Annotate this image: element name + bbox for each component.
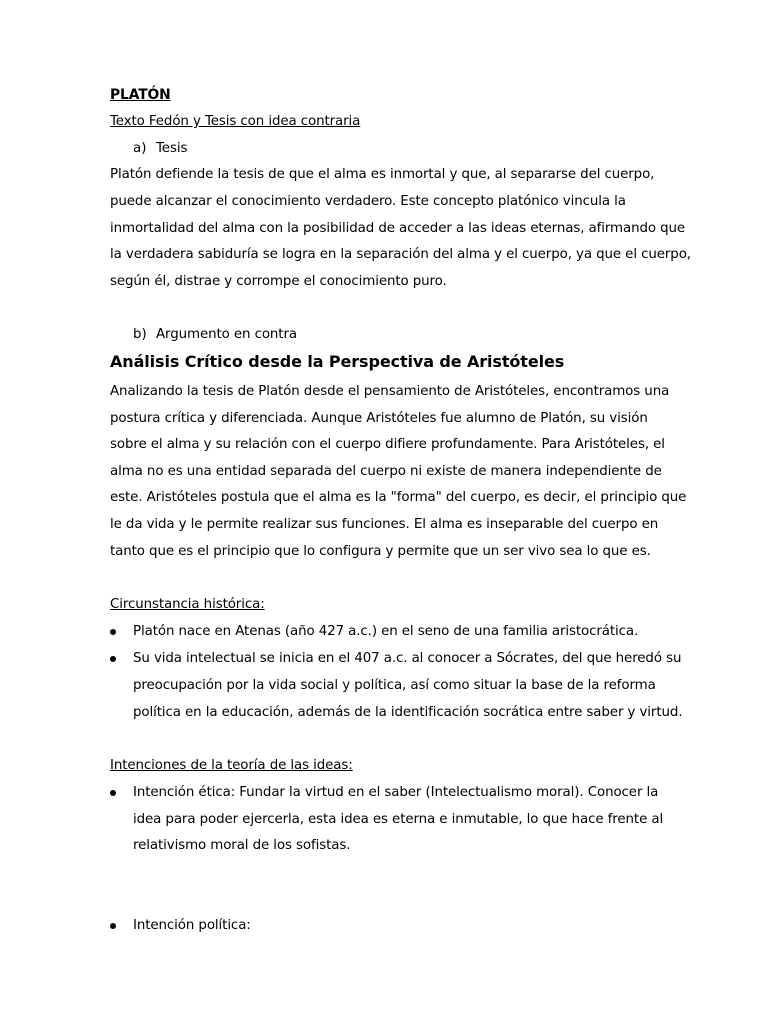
intentions-heading: Intenciones de la teoría de las ideas:	[110, 758, 353, 773]
list-item-continuation: idea para poder ejercerla, esta idea es eterna e inmutable, lo que hace frente al	[133, 812, 664, 827]
section-b-label: Argumento en contra	[156, 327, 297, 342]
bullet-icon	[110, 790, 116, 796]
list-marker-a: a)	[133, 141, 147, 156]
list-item-continuation: preocupación por la vida social y política, así como situar la base de la reforma	[133, 678, 656, 693]
paragraph-line: le da vida y le permite realizar sus funciones. El alma es inseparable del cuerpo en	[110, 517, 659, 532]
paragraph-line: tanto que es el principio que lo configura y permite que un ser vivo sea lo que es.	[110, 544, 651, 559]
paragraph-line: según él, distrae y corrompe el conocimiento puro.	[110, 274, 447, 289]
list-marker-b: b)	[133, 327, 147, 342]
list-item: Su vida intelectual se inicia en el 407 a.c. al conocer a Sócrates, del que heredó su	[133, 651, 682, 666]
bullet-icon	[110, 629, 116, 635]
section-heading: Análisis Crítico desde la Perspectiva de Aristóteles	[110, 352, 565, 371]
paragraph-line: alma no es una entidad separada del cuerpo ni existe de manera independiente de	[110, 464, 662, 479]
document-title: PLATÓN	[110, 87, 171, 103]
list-item: Intención política:	[133, 918, 251, 933]
paragraph-line: este. Aristóteles postula que el alma es la "forma" del cuerpo, es decir, el principio que	[110, 490, 687, 505]
circumstance-heading: Circunstancia histórica:	[110, 597, 265, 612]
list-item-continuation: relativismo moral de los sofistas.	[133, 838, 351, 853]
section-a-label: Tesis	[156, 141, 188, 156]
bullet-icon	[110, 656, 116, 662]
paragraph-line: la verdadera sabiduría se logra en la separación del alma y el cuerpo, ya que el cuerpo,	[110, 247, 691, 262]
document-subtitle: Texto Fedón y Tesis con idea contraria	[110, 114, 361, 129]
paragraph-line: Platón defiende la tesis de que el alma es inmortal y que, al separarse del cuerpo,	[110, 167, 655, 182]
bullet-icon	[110, 923, 116, 929]
list-item: Platón nace en Atenas (año 427 a.c.) en el seno de una familia aristocrática.	[133, 624, 639, 639]
list-item-continuation: política en la educación, además de la identificación socrática entre saber y virtud.	[133, 705, 683, 720]
paragraph-line: puede alcanzar el conocimiento verdadero. Este concepto platónico vincula la	[110, 194, 626, 209]
paragraph-line: sobre el alma y su relación con el cuerpo difiere profundamente. Para Aristóteles, el	[110, 437, 665, 452]
paragraph-line: inmortalidad del alma con la posibilidad de acceder a las ideas eternas, afirmando que	[110, 221, 686, 236]
paragraph-line: Analizando la tesis de Platón desde el pensamiento de Aristóteles, encontramos una	[110, 384, 670, 399]
list-item: Intención ética: Fundar la virtud en el saber (Intelectualismo moral). Conocer la	[133, 785, 659, 800]
paragraph-line: postura crítica y diferenciada. Aunque Aristóteles fue alumno de Platón, su visión	[110, 411, 648, 426]
